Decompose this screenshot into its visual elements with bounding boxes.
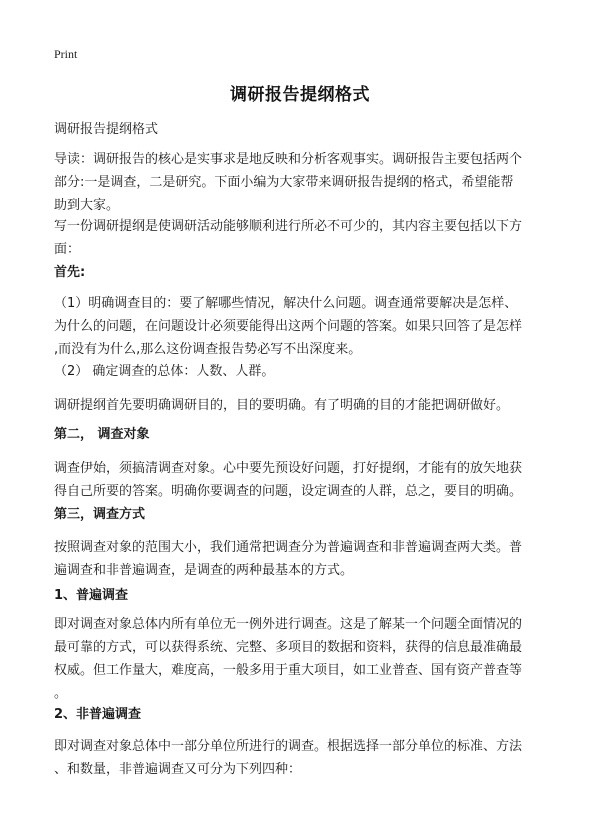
outline-paragraph	[54, 215, 554, 261]
heading-noncensus: 2、非普遍调查	[54, 707, 142, 722]
subtitle-text: 调研报告提纲格式	[54, 122, 159, 137]
purpose-paragraph	[54, 292, 554, 361]
clarity-line: 调研提纲首先要明确调研目的，目的要明确。有了明确的目的才能把调研做好。	[54, 398, 510, 413]
census-line-2: 最可靠的方式，可以获得系统、完整、多项目的数据和资料，获得的信息最准确最	[54, 640, 523, 655]
subtitle	[54, 118, 554, 141]
method-line-1: 按照调查对象的范围大小，我们通常把调查分为普遍调查和非普遍调查两大类。普	[54, 540, 523, 555]
heading-third: 第三，调查方式	[54, 507, 146, 522]
noncensus-line-2: 、和数量，非普遍调查又可分为下列四种：	[54, 762, 302, 777]
purpose-line-1: （1）明确调查目的：要了解哪些情况，解决什么问题。调查通常要解决是怎样、	[54, 296, 518, 311]
print-link[interactable]: Print	[54, 47, 78, 61]
object-paragraph	[54, 457, 554, 503]
clarity-paragraph	[54, 394, 554, 417]
census-line-1: 即对调查对象总体内所有单位无一例外进行调查。这是了解某一个问题全面情况的	[54, 617, 523, 632]
outline-line-2: 面：	[54, 242, 81, 257]
page-title: 调研报告提纲格式	[230, 85, 370, 105]
outline-line-1: 写一份调研提纲是使调研活动能够顺利进行所必不可少的，其内容主要包括以下方	[54, 219, 523, 234]
heading-census: 1、普遍调查	[54, 588, 129, 603]
purpose-line-2: 为什么的问题，在问题设计必须要能得出这两个问题的答案。如果只回答了是怎样	[54, 319, 523, 334]
method-paragraph	[54, 536, 554, 582]
noncensus-paragraph	[54, 735, 554, 781]
census-paragraph	[54, 613, 554, 705]
purpose-line-3: ,而没有为什么,那么这份调查报告势必写不出深度来。	[54, 342, 362, 357]
population-paragraph	[54, 360, 554, 383]
heading-first: 首先:	[54, 265, 86, 280]
intro-line-1: 导读：调研报告的核心是实事求是地反映和分析客观事实。调研报告主要包括两个	[54, 152, 523, 167]
heading-second: 第二， 调查对象	[54, 427, 150, 442]
census-line-4: 。	[54, 686, 68, 701]
intro-line-3: 助到大家。	[54, 198, 120, 213]
census-line-3: 权威。但工作量大，难度高，一般多用于重大项目，如工业普查、国有资产普查等	[54, 663, 523, 678]
intro-paragraph	[54, 148, 554, 217]
population-line: （2） 确定调查的总体：人数、人群。	[54, 364, 275, 379]
object-line-2: 得自己所要的答案。明确你要调查的问题，设定调查的人群，总之，要目的明确。	[54, 484, 523, 499]
noncensus-line-1: 即对调查对象总体中一部分单位所进行的调查。根据选择一部分单位的标准、方法	[54, 739, 523, 754]
method-line-2: 遍调查和非普遍调查，是调查的两种最基本的方式。	[54, 563, 354, 578]
object-line-1: 调查伊始，须搞清调查对象。心中要先预设好问题，打好提纲，才能有的放矢地获	[54, 461, 523, 476]
intro-line-2: 部分:一是调查，二是研究。下面小编为大家带来调研报告提纲的格式，希望能帮	[54, 175, 514, 190]
